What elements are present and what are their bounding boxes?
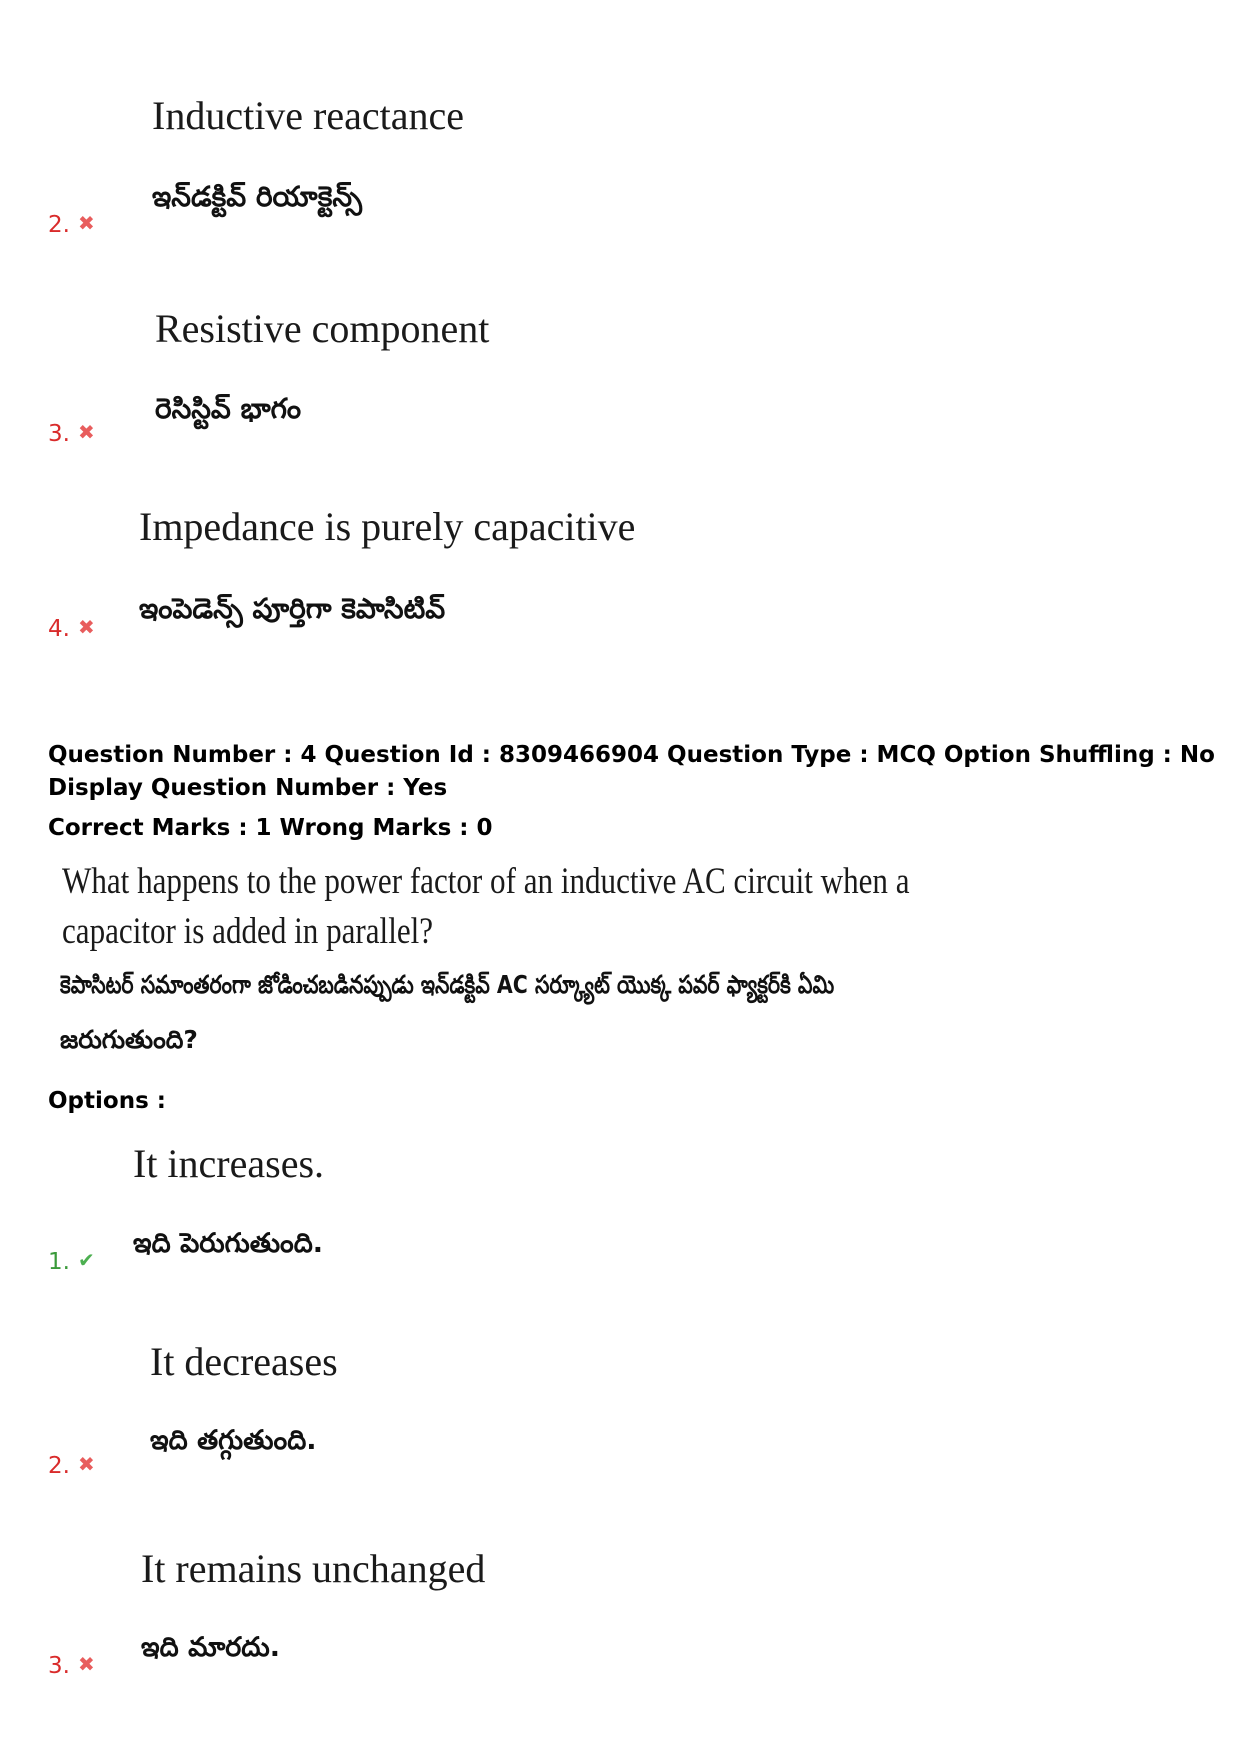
option-1-number: 1. [48,1249,70,1275]
display-question-number: Display Question Number : Yes [48,775,448,801]
question-telugu-line-1: కెపాసిటర్ సమాంతరంగా జోడించబడినప్పుడు ఇన్‌డక్టివ్ AC సర్క్యూట్ యొక్క పవర్ ఫ్యాక్టర్‌కి ఏమి [60,970,835,999]
check-icon: ✔ [77,1248,95,1272]
question-telugu-line-2: జరుగుతుంది? [60,1025,198,1054]
cross-icon: ✖ [77,1652,95,1676]
option-3-number: 3. [48,1653,70,1679]
prev-option-2-telugu: ఇన్‌డక్టివ్ రియాక్టెన్స్ [152,180,363,213]
prev-option-3-label [48,420,95,447]
cross-icon: ✖ [77,420,95,444]
prev-option-3-number: 3. [48,421,70,447]
option-3-english: It remains unchanged [141,1546,486,1591]
prev-option-4-label [48,615,95,642]
prev-option-4-telugu: ఇంపెడెన్స్ పూర్తిగా కెపాసిటివ్ [139,592,446,625]
option-1-english: It increases. [133,1141,325,1186]
prev-option-2-number: 2. [48,212,70,238]
cross-icon: ✖ [77,1452,95,1476]
option-1-label [48,1248,95,1275]
options-label: Options : [48,1088,166,1114]
option-1-telugu: ఇది పెరుగుతుంది. [133,1228,324,1259]
option-2-telugu: ఇది తగ్గుతుంది. [150,1425,317,1456]
option-2-label [48,1452,95,1479]
prev-option-4-english: Impedance is purely capacitive [139,504,636,549]
prev-option-4-number: 4. [48,616,70,642]
cross-icon: ✖ [77,615,95,639]
question-english-line-1: What happens to the power factor of an inductive AC circuit when a [62,861,910,902]
option-2-english: It decreases [150,1339,338,1384]
option-2-number: 2. [48,1453,70,1479]
option-3-label [48,1652,95,1679]
option-3-telugu: ఇది మారదు. [141,1632,280,1663]
cross-icon: ✖ [77,211,95,235]
question-meta-line: Question Number : 4 Question Id : 8309466904 Question Type : MCQ Option Shuffling : No [48,742,1215,768]
prev-option-3-english: Resistive component [155,306,490,351]
prev-option-2-label [48,211,95,238]
prev-option-2-english: Inductive reactance [152,93,465,138]
marks-line: Correct Marks : 1 Wrong Marks : 0 [48,815,493,841]
question-english-line-2: capacitor is added in parallel? [62,911,434,952]
prev-option-3-telugu: రెసిస్టివ్ భాగం [155,392,302,425]
